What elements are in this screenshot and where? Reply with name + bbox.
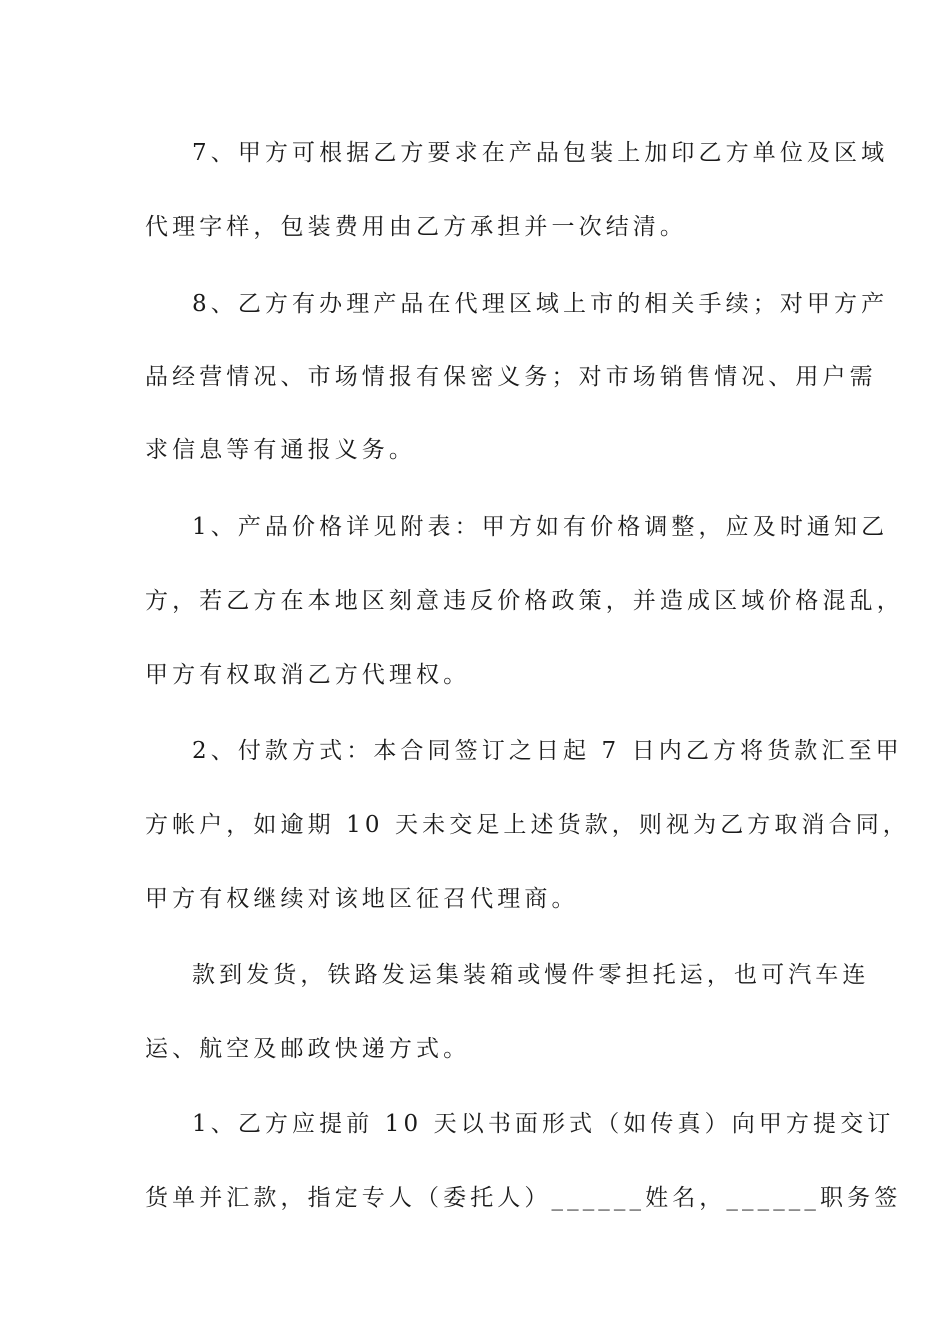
paragraph-8-line-1: 8、乙方有办理产品在代理区域上市的相关手续；对甲方产 [192,291,889,317]
paragraph-shipping-line-1: 款到发货，铁路发运集装箱或慢件零担托运，也可汽车连 [192,962,870,988]
paragraph-payment-line-2: 方帐户，如逾期 10 天未交足上述货款，则视为乙方取消合同， [145,812,910,838]
paragraph-shipping-line-2: 运、航空及邮政快递方式。 [145,1036,471,1062]
paragraph-7-line-1: 7、甲方可根据乙方要求在产品包装上加印乙方单位及区域 [192,140,889,166]
paragraph-payment-line-3: 甲方有权继续对该地区征召代理商。 [145,886,579,912]
paragraph-payment-line-1: 2、付款方式：本合同签订之日起 7 日内乙方将货款汇至甲 [192,738,903,764]
paragraph-7-line-2: 代理字样，包装费用由乙方承担并一次结清。 [145,214,687,240]
paragraph-price-line-2: 方，若乙方在本地区刻意违反价格政策，并造成区域价格混乱， [145,588,904,614]
paragraph-order-line-2: 货单并汇款，指定专人（委托人）______姓名，______职务签 [145,1185,902,1211]
paragraph-order-line-1: 1、乙方应提前 10 天以书面形式（如传真）向甲方提交订 [192,1111,895,1137]
paragraph-price-line-1: 1、产品价格详见附表：甲方如有价格调整，应及时通知乙 [192,514,889,540]
paragraph-8-line-2: 品经营情况、市场情报有保密义务；对市场销售情况、用户需 [145,364,877,390]
paragraph-price-line-3: 甲方有权取消乙方代理权。 [145,662,471,688]
paragraph-8-line-3: 求信息等有通报义务。 [145,437,416,463]
